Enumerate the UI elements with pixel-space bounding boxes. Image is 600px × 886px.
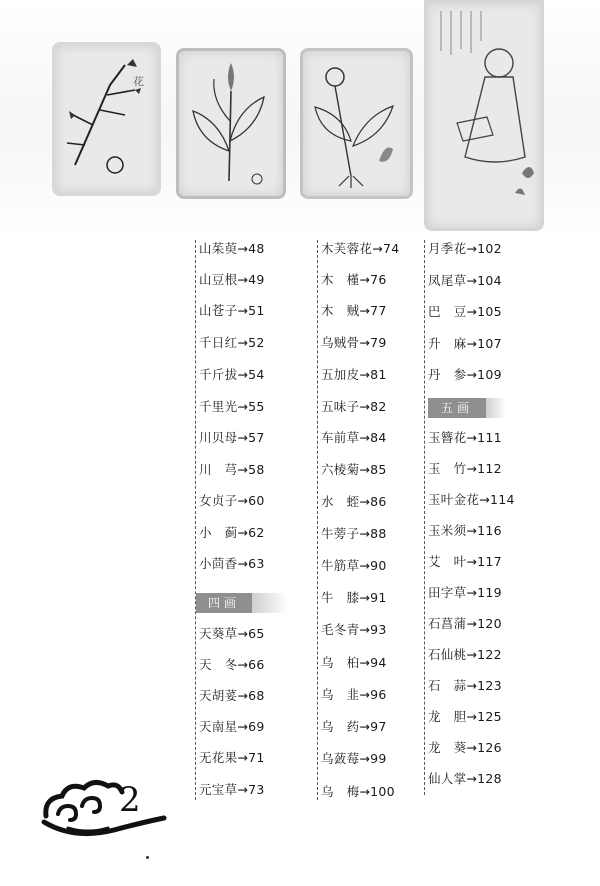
index-entry: 木 贼→77 xyxy=(321,303,387,318)
svg-text:花: 花 xyxy=(133,75,144,88)
header-illustrations xyxy=(0,0,600,235)
index-entry: 五加皮→81 xyxy=(321,367,387,382)
index-entry: 川 芎→58 xyxy=(199,462,265,477)
index-entry: 玉叶金花→114 xyxy=(428,492,515,507)
index-entry: 乌蔹莓→99 xyxy=(321,751,387,766)
index-entry: 巴 豆→105 xyxy=(428,304,502,319)
index-entry: 仙人掌→128 xyxy=(428,771,502,786)
section-heading-fade xyxy=(252,593,288,613)
index-entry: 石仙桃→122 xyxy=(428,647,502,662)
index-entry: 千日红→52 xyxy=(199,335,265,350)
illustration-flowering-branch xyxy=(52,42,161,196)
index-entry: 丹 参→109 xyxy=(428,367,502,382)
index-entry: 天胡荽→68 xyxy=(199,688,265,703)
index-entry: 龙 葵→126 xyxy=(428,740,502,755)
index-entry: 无花果→71 xyxy=(199,750,265,765)
index-entry: 乌 韭→96 xyxy=(321,687,387,702)
index-entry: 升 麻→107 xyxy=(428,336,502,351)
index-entry: 天南星→69 xyxy=(199,719,265,734)
index-entry: 川贝母→57 xyxy=(199,430,265,445)
illustration-scholar-portrait xyxy=(424,0,544,231)
column-divider-2 xyxy=(317,240,318,800)
cloud-ornament-icon xyxy=(38,776,168,838)
index-entry: 艾 叶→117 xyxy=(428,554,502,569)
index-entry: 山苍子→51 xyxy=(199,303,265,318)
index-entry: 乌贼骨→79 xyxy=(321,335,387,350)
column-divider-3 xyxy=(424,240,425,795)
index-entry: 龙 胆→125 xyxy=(428,709,502,724)
index-entry: 千斤拔→54 xyxy=(199,367,265,382)
index-entry: 牛蒡子→88 xyxy=(321,526,387,541)
index-entry: 田字草→119 xyxy=(428,585,502,600)
index-entry: 天葵草→65 xyxy=(199,626,265,641)
section-heading-fade xyxy=(486,398,506,418)
index-entry: 月季花→102 xyxy=(428,241,502,256)
index-entry: 凤尾草→104 xyxy=(428,273,502,288)
page-number: 2 xyxy=(119,780,141,820)
index-entry: 乌 梅→100 xyxy=(321,784,395,799)
index-entry: 山茱萸→48 xyxy=(199,241,265,256)
print-speck xyxy=(146,856,149,859)
index-entry: 玉米须→116 xyxy=(428,523,502,538)
index-entry: 石菖蒲→120 xyxy=(428,616,502,631)
index-entry: 乌 药→97 xyxy=(321,719,387,734)
index-entry: 山豆根→49 xyxy=(199,272,265,287)
index-entry: 六棱菊→85 xyxy=(321,462,387,477)
illustration-daisy-plant xyxy=(300,48,413,199)
section-heading-four-strokes: 四画 xyxy=(196,593,252,613)
index-entry: 小 蓟→62 xyxy=(199,525,265,540)
section-heading-five-strokes: 五画 xyxy=(428,398,486,418)
index-entry: 车前草→84 xyxy=(321,430,387,445)
index-entry: 水 蛭→86 xyxy=(321,494,387,509)
index-entry: 小茴香→63 xyxy=(199,556,265,571)
index-entry: 石 蒜→123 xyxy=(428,678,502,693)
index-entry: 木芙蓉花→74 xyxy=(321,241,400,256)
index-entry: 木 槿→76 xyxy=(321,272,387,287)
index-entry: 牛 膝→91 xyxy=(321,590,387,605)
index-entry: 天 冬→66 xyxy=(199,657,265,672)
index-entry: 乌 桕→94 xyxy=(321,655,387,670)
index-entry: 元宝草→73 xyxy=(199,782,265,797)
column-divider-1 xyxy=(195,240,196,800)
index-entry: 千里光→55 xyxy=(199,399,265,414)
index-entry: 五味子→82 xyxy=(321,399,387,414)
index-entry: 牛筋草→90 xyxy=(321,558,387,573)
index-entry: 女贞子→60 xyxy=(199,493,265,508)
index-entry: 玉簪花→111 xyxy=(428,430,502,445)
index-entry: 玉 竹→112 xyxy=(428,461,502,476)
index-entry: 毛冬青→93 xyxy=(321,622,387,637)
illustration-herb-plant xyxy=(176,48,286,199)
